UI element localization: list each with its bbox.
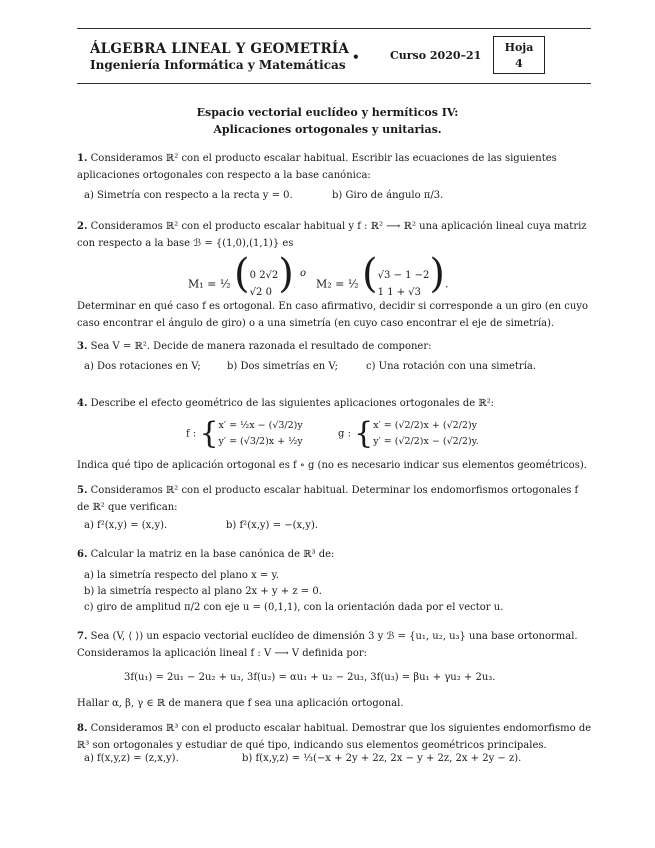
doc-title-line2: Aplicaciones ortogonales y unitarias. — [213, 123, 442, 136]
problem-5b: b) f²(x,y) = −(x,y). — [226, 520, 319, 531]
matrix-m2-label: M₂ = ½ — [316, 277, 359, 291]
problem-3 — [77, 338, 592, 355]
problem-3b: b) Dos simetrías en V; — [227, 361, 338, 372]
or-separator: o — [300, 268, 307, 279]
problem-8-number: 8. — [77, 723, 88, 734]
course-year: Curso 2020–21 — [390, 49, 482, 62]
sheet-number-box — [493, 36, 545, 74]
course-title: ÁLGEBRA LINEAL Y GEOMETRÍA — [90, 41, 350, 57]
system-g-row2: y′ = (√2/2)x − (√2/2)y. — [373, 436, 479, 447]
problem-5a: a) f²(x,y) = (x,y). — [84, 520, 168, 531]
problem-4-number: 4. — [77, 398, 88, 409]
problem-5-number: 5. — [77, 485, 88, 496]
problem-1-number: 1. — [77, 153, 88, 164]
problem-4 — [77, 395, 592, 412]
system-g: g : { x′ = (√2/2)x + (√2/2)y y′ = (√2/2)x − (√2/2)y. — [338, 416, 479, 451]
problem-6-text: Calcular la matriz en la base canónica de ℝ³ de: — [90, 549, 335, 560]
system-f: f : { x′ = ½x − (√3/2)y y′ = (√3/2)x + ½y — [186, 416, 303, 451]
doc-title-line1: Espacio vectorial euclídeo y hermíticos IV: — [196, 106, 459, 119]
problem-3-text: Sea V = ℝ². Decide de manera razonada el resultado de componer: — [90, 341, 432, 352]
problem-7-after: Hallar α, β, γ ∈ ℝ de manera que f sea una aplicación ortogonal. — [77, 698, 404, 709]
problem-4-after: Indica qué tipo de aplicación ortogonal es f ∘ g (no es necesario indicar sus elementos geométricos). — [77, 460, 587, 471]
problem-2-after: Determinar en qué caso f es ortogonal. En caso afirmativo, decidir si corresponde a un giro (en cuyo caso encontrar el ángulo de giro) o a una simetría (en cuyo caso encontrar el eje de simetría). — [77, 301, 589, 329]
problem-6a: a) la simetría respecto del plano x = y. — [84, 570, 279, 581]
problem-3-number: 3. — [77, 341, 88, 352]
problem-8-text: Consideramos ℝ³ con el producto escalar habitual. Demostrar que los siguientes endomorfismo de ℝ³ son ortogonales y estudiar de qué tipo, indicando sus elementos geométricos principales. — [77, 723, 592, 751]
problem-5-text: Consideramos ℝ² con el producto escalar habitual. Determinar los endomorfismos ortogonales f de ℝ² que verifican: — [77, 485, 579, 513]
header-bottom-rule — [77, 83, 591, 84]
header-bullet: • — [352, 50, 360, 64]
problem-7 — [77, 628, 592, 662]
problem-1b: b) Giro de ángulo π/3. — [332, 190, 444, 201]
header-top-rule — [77, 28, 591, 29]
system-f-label: f : — [186, 428, 197, 440]
problem-6b: b) la simetría respecto al plano 2x + y + z = 0. — [84, 586, 322, 597]
problem-7-number: 7. — [77, 631, 88, 642]
problem-3c: c) Una rotación con una simetría. — [366, 361, 537, 372]
problem-2-text: Consideramos ℝ² con el producto escalar habitual y f : ℝ² ⟶ ℝ² una aplicación lineal cuya matriz con respecto a la base ℬ = {(1,0),(1,1)} es — [77, 221, 587, 249]
matrix-m2: M₂ = ½ ( √3 − 1 −2 1 1 + √3 ). — [316, 254, 449, 301]
problem-7-text: Sea (V, ⟨ ⟩) un espacio vectorial euclídeo de dimensión 3 y ℬ = {u₁, u₂, u₃} una base ortonormal. Consideramos la aplicación lineal f : V ⟶ V definida por: — [77, 631, 578, 659]
matrix-m2-row2: 1 1 + √3 — [377, 287, 422, 298]
course-subtitle: Ingeniería Informática y Matemáticas — [90, 58, 346, 72]
problem-6-number: 6. — [77, 549, 88, 560]
system-g-row1: x′ = (√2/2)x + (√2/2)y — [373, 420, 477, 431]
system-g-label: g : — [338, 428, 351, 440]
problem-3a: a) Dos rotaciones en V; — [84, 361, 201, 372]
system-f-row2: y′ = (√3/2)x + ½y — [218, 436, 303, 447]
matrix-m1-label: M₁ = ½ — [188, 277, 231, 291]
matrix-m1-row2: √2 0 — [249, 287, 272, 298]
problem-4-text: Describe el efecto geométrico de las siguientes aplicaciones ortogonales de ℝ²: — [90, 398, 495, 409]
sheet-label: Hoja — [504, 41, 534, 54]
problem-8a: a) f(x,y,z) = (z,x,y). — [84, 753, 179, 764]
problem-7-equations: 3f(u₁) = 2u₁ − 2u₂ + u₃, 3f(u₂) = αu₁ + u₂ − 2u₃, 3f(u₃) = βu₁ + γu₂ + 2u₃. — [124, 672, 496, 683]
system-f-row1: x′ = ½x − (√3/2)y — [218, 420, 303, 431]
problem-2-number: 2. — [77, 221, 88, 232]
problem-6c: c) giro de amplitud π/2 con eje u = (0,1,1), con la orientación dada por el vector u. — [84, 602, 504, 613]
problem-1-text: Consideramos ℝ² con el producto escalar habitual. Escribir las ecuaciones de las siguientes aplicaciones ortogonales con respecto a la base canónica: — [77, 153, 557, 181]
matrix-m1: M₁ = ½ ( 0 2√2 √2 0 ) — [188, 254, 294, 301]
problem-2 — [77, 218, 592, 252]
problem-8 — [77, 720, 592, 754]
problem-5 — [77, 482, 592, 516]
matrix-m1-row1: 0 2√2 — [249, 270, 279, 281]
header-left — [90, 41, 349, 73]
problem-1a: a) Simetría con respecto a la recta y = 0. — [84, 190, 293, 201]
sheet-number: 4 — [515, 57, 523, 70]
problem-8b: b) f(x,y,z) = ⅓(−x + 2y + 2z, 2x − y + 2z, 2x + 2y − z). — [242, 753, 522, 764]
matrix-m2-row1: √3 − 1 −2 — [377, 270, 430, 281]
problem-1 — [77, 150, 592, 184]
problem-6 — [77, 546, 592, 563]
